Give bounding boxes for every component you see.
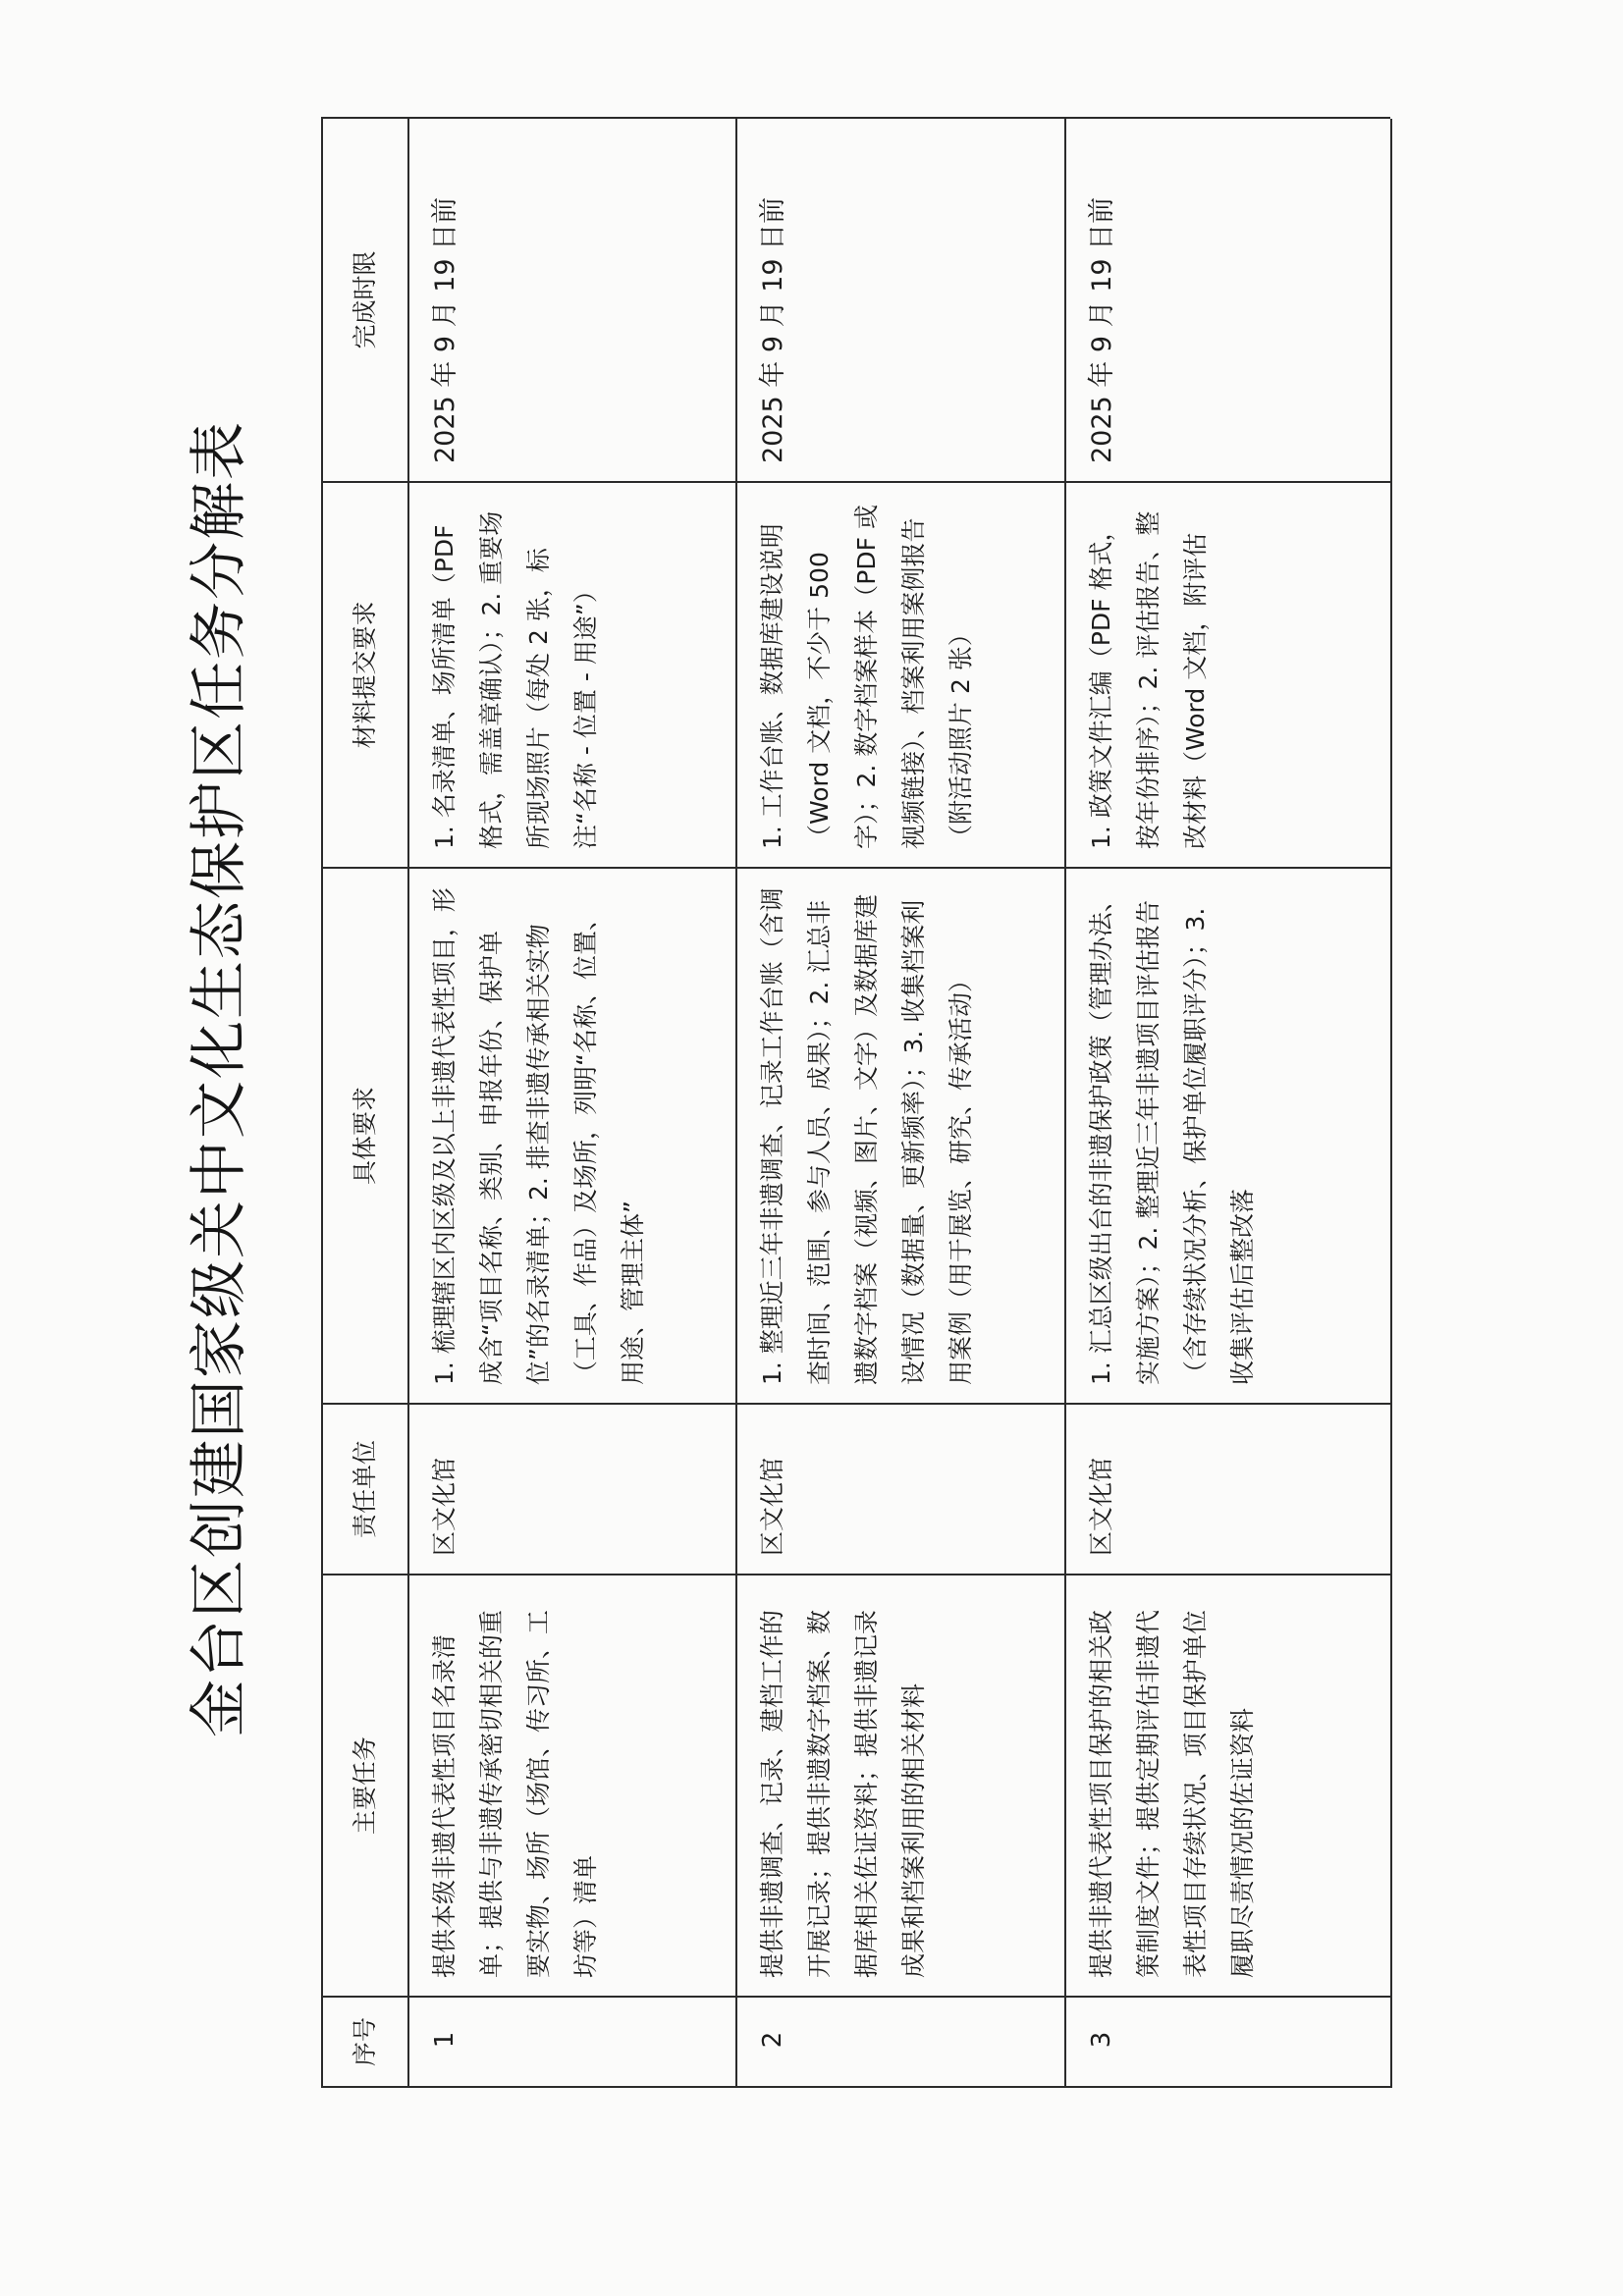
table-header-row bbox=[322, 118, 408, 2087]
task-table bbox=[321, 117, 1390, 2088]
page-title: 金台区创建国家级关中文化生态保护区任务分解表 bbox=[185, 420, 252, 1738]
table-row bbox=[1065, 118, 1390, 2087]
cell-task: 提供本级非遗代表性项目名录清单；提供与非遗传承密切相关的重要实物、场所（场馆、传习所、工坊等）清单 bbox=[408, 1575, 736, 1997]
header-seq: 序号 bbox=[322, 1997, 408, 2087]
cell-seq: 2 bbox=[736, 1997, 1064, 2087]
cell-deadline: 2025 年 9 月 19 日前 bbox=[408, 118, 736, 482]
table-row bbox=[736, 118, 1064, 2087]
cell-detail: 1. 整理近三年非遗调查、记录工作台账（含调查时间、范围、参与人员、成果）；2. 汇总非遗数字档案（视频、图片、文字）及数据库建设情况（数据量、更新频率）；3. 收集档案利用案例（用于展览、研究、传承活动） bbox=[736, 868, 1064, 1404]
cell-detail: 1. 汇总区级出台的非遗保护政策（管理办法、实施方案）；2. 整理近三年非遗项目评估报告（含存续状况分析、保护单位履职评分）；3. 收集评估后整改落 bbox=[1065, 868, 1390, 1404]
cell-seq: 1 bbox=[408, 1997, 736, 2087]
cell-unit: 区文化馆 bbox=[1065, 1404, 1390, 1575]
cell-task: 提供非遗代表性项目保护的相关政策制度文件；提供定期评估非遗代表性项目存续状况、项目保护单位履职尽责情况的佐证资料 bbox=[1065, 1575, 1390, 1997]
cell-unit: 区文化馆 bbox=[408, 1404, 736, 1575]
cell-material: 1. 政策文件汇编（PDF 格式，按年份排序）；2. 评估报告、整改材料（Word 文档，附评估 bbox=[1065, 482, 1390, 868]
cell-unit: 区文化馆 bbox=[736, 1404, 1064, 1575]
cell-deadline: 2025 年 9 月 19 日前 bbox=[1065, 118, 1390, 482]
cell-material: 1. 工作台账、数据库建设说明（Word 文档，不少于 500 字）；2. 数字档案样本（PDF 或视频链接）、档案利用案例报告（附活动照片 2 张） bbox=[736, 482, 1064, 868]
header-unit: 责任单位 bbox=[322, 1404, 408, 1575]
table-bottom-edge bbox=[1390, 119, 1392, 2088]
header-detail: 具体要求 bbox=[322, 868, 408, 1404]
cell-deadline: 2025 年 9 月 19 日前 bbox=[736, 118, 1064, 482]
cell-detail: 1. 梳理辖区内区级及以上非遗代表性项目，形成含“项目名称、类别、申报年份、保护单位”的名录清单；2. 排查非遗传承相关实物（工具、作品）及场所，列明“名称、位置、用途、管理主体” bbox=[408, 868, 736, 1404]
cell-material: 1. 名录清单、场所清单（PDF 格式，需盖章确认）；2. 重要场所现场照片（每处 2 张，标注“名称 - 位置 - 用途”） bbox=[408, 482, 736, 868]
cell-task: 提供非遗调查、记录、建档工作的开展记录；提供非遗数字档案、数据库相关佐证资料；提供非遗记录成果和档案利用的相关材料 bbox=[736, 1575, 1064, 1997]
header-deadline: 完成时限 bbox=[322, 118, 408, 482]
header-task: 主要任务 bbox=[322, 1575, 408, 1997]
header-material: 材料提交要求 bbox=[322, 482, 408, 868]
table-row bbox=[408, 118, 736, 2087]
cell-seq: 3 bbox=[1065, 1997, 1390, 2087]
